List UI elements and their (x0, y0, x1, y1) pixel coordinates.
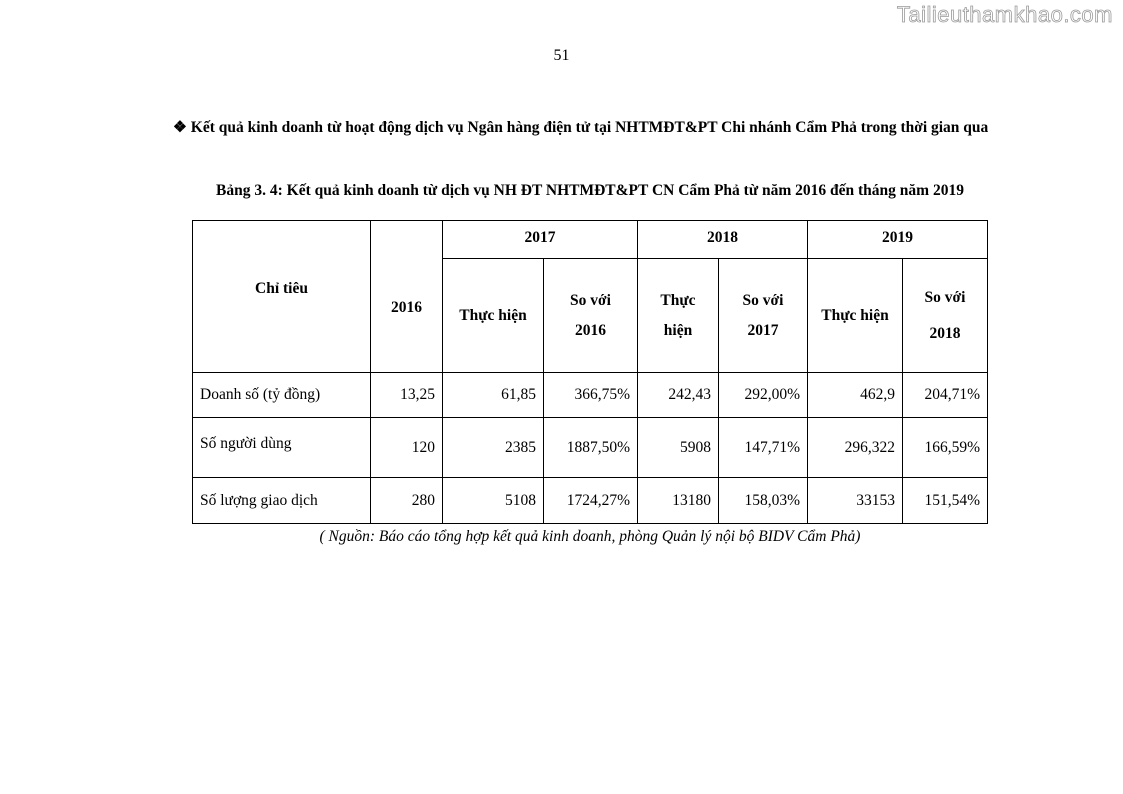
cell-2018-actual: 13180 (638, 478, 719, 524)
header-2019-vs-line1: So với (924, 288, 966, 306)
header-2018: 2018 (638, 221, 808, 259)
cell-2018-vs: 147,71% (719, 418, 808, 478)
header-2018-actual-line2: hiện (663, 321, 693, 339)
cell-2018-vs: 292,00% (719, 373, 808, 418)
table-caption: Bảng 3. 4: Kết quả kinh doanh từ dịch vụ NH ĐT NHTMĐT&PT CN Cẩm Phả từ năm 2016 đến tháng năm 2019 (216, 182, 964, 199)
cell-2016: 13,25 (371, 373, 443, 418)
cell-2017-vs: 366,75% (544, 373, 638, 418)
header-2018-actual-line1: Thực (660, 291, 696, 309)
cell-2018-actual: 5908 (638, 418, 719, 478)
table-row (193, 478, 988, 524)
header-2018-vs-line1: So với (742, 291, 784, 309)
header-2017-vs-line1: So với (570, 291, 611, 309)
source-note: ( Nguồn: Báo cáo tổng hợp kết quả kinh doanh, phòng Quản lý nội bộ BIDV Cẩm Phả) (319, 528, 861, 545)
cell-2017-vs: 1724,27% (544, 478, 638, 524)
header-2017-vs (544, 259, 638, 373)
section-heading (133, 113, 1047, 143)
cell-2019-vs: 204,71% (903, 373, 988, 418)
cell-2018-vs: 158,03% (719, 478, 808, 524)
cell-2017-actual: 61,85 (443, 373, 544, 418)
header-2019: 2019 (808, 221, 988, 259)
header-indicator: Chỉ tiêu (193, 221, 371, 373)
row-indicator: Số lượng giao dịch (193, 478, 371, 524)
table-row (193, 418, 988, 478)
header-2019-vs-line2: 2018 (929, 324, 961, 342)
cell-2019-vs: 151,54% (903, 478, 988, 524)
header-2017: 2017 (443, 221, 638, 259)
row-indicator: Doanh số (tỷ đồng) (193, 373, 371, 418)
header-2018-vs (719, 259, 808, 373)
header-2016: 2016 (371, 221, 443, 373)
row-indicator: Số người dùng (193, 418, 371, 478)
cell-2016: 280 (371, 478, 443, 524)
section-heading-text: Kết quả kinh doanh từ hoạt động dịch vụ Ngân hàng điện tử tại NHTMĐT&PT Chi nhánh Cẩm Phả trong thời gian qua (190, 119, 989, 136)
cell-2018-actual: 242,43 (638, 373, 719, 418)
results-table (192, 220, 988, 524)
header-2017-vs-line2: 2016 (575, 321, 606, 339)
cell-2019-vs: 166,59% (903, 418, 988, 478)
header-2017-actual: Thực hiện (443, 259, 544, 373)
header-2018-actual (638, 259, 719, 373)
cell-2019-actual: 296,322 (808, 418, 903, 478)
cell-2017-vs: 1887,50% (544, 418, 638, 478)
page-number: 51 (553, 47, 570, 64)
cell-2017-actual: 5108 (443, 478, 544, 524)
cell-2019-actual: 33153 (808, 478, 903, 524)
header-2018-vs-line2: 2017 (747, 321, 779, 339)
header-2019-vs (903, 259, 988, 373)
table-row (193, 373, 988, 418)
watermark: Tailieuthamkhao.com (896, 2, 1113, 27)
bullet-icon: ❖ (173, 119, 187, 136)
cell-2017-actual: 2385 (443, 418, 544, 478)
header-2019-actual: Thực hiện (808, 259, 903, 373)
cell-2016: 120 (371, 418, 443, 478)
cell-2019-actual: 462,9 (808, 373, 903, 418)
